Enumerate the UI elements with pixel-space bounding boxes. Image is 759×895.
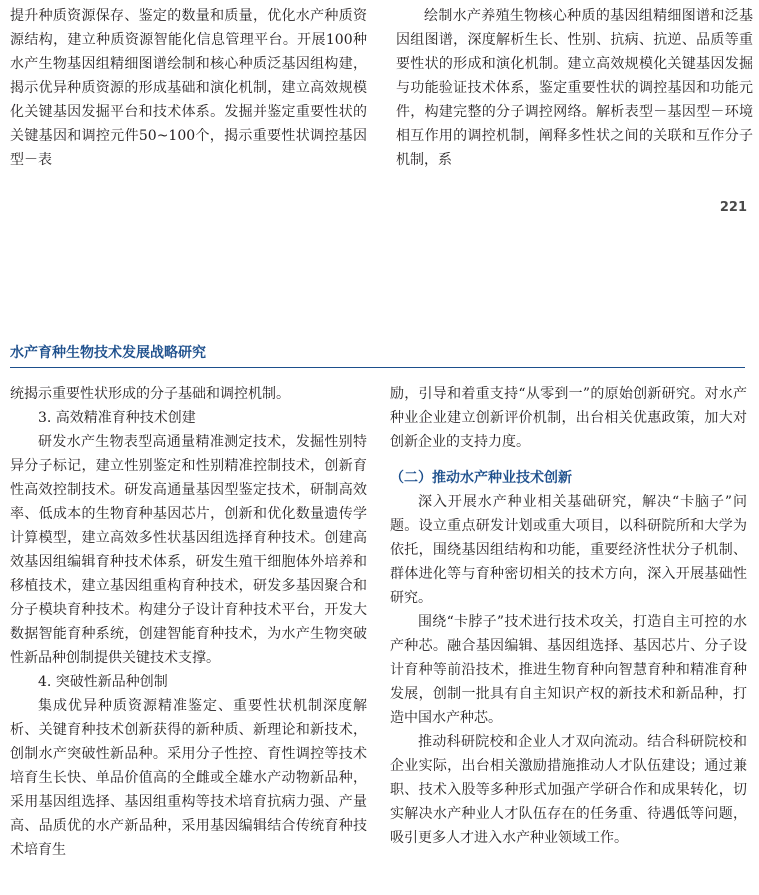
top-left-column (10, 4, 367, 172)
paragraph: 绘制水产养殖生物核心种质的基因组精细图谱和泛基因组图谱，深度解析生长、性别、抗病、抗逆、品质等重要性状的形成和演化机制。建立高效规模化关键基因发掘与功能验证技术体系，鉴定重要性状的调控基因和功能元件，构建完整的分子调控网络。解析表型－基因型－环境相互作用的调控机制，阐释多性状之间的关联和互作分子机制，系 (396, 8, 753, 168)
paragraph: 提升种质资源保存、鉴定的数量和质量，优化水产种质资源结构，建立种质资源智能化信息管理平台。开展100种水产生物基因组精细图谱绘制和核心种质泛基因组构建，揭示优异种质资源的形成基础和演化机制，建立高效规模化关键基因发掘平台和技术体系。发掘并鉴定重要性状的关键基因和调控元件50~100个，揭示重要性状调控基因型－表 (10, 8, 367, 168)
subsection-heading: 3. 高效精准育种技术创建 (38, 410, 196, 426)
paragraph: 推动科研院校和企业人才双向流动。结合科研院校和企业实际，出台相关激励措施推动人才队伍建设；通过兼职、技术入股等多种形式加强产学研合作和成果转化，切实解决水产种业人才队伍存在的任务重、待遇低等问题，吸引更多人才进入水产种业领域工作。 (390, 734, 747, 846)
subsection-heading: 4. 突破性新品种创制 (38, 674, 168, 690)
current-page (0, 340, 759, 895)
paragraph: 研发水产生物表型高通量精准测定技术，发掘性别特异分子标记，建立性别鉴定和性别精准控制技术，创新育性高效控制技术。研发高通量基因型鉴定技术，研制高效率、低成本的生物育种基因芯片，创新和优化数量遗传学计算模型，建立高效多性状基因组选择育种技术。创建高效基因组编辑育种技术体系，研发生殖干细胞体外培养和移植技术，建立基因组重构育种技术，研发多基因聚合和分子模块育种技术。构建分子设计育种技术平台，开发大数据智能育种系统，创建智能育种技术，为水产生物突破性新品种创制提供关键技术支撑。 (10, 434, 367, 666)
paragraph: 围绕“卡脖子”技术进行技术攻关，打造自主可控的水产种芯。融合基因编辑、基因组选择、基因芯片、分子设计育种等前沿技术，推进生物育种向智慧育种和精准育种发展，创制一批具有自主知识产权的新技术和新品种，打造中国水产种芯。 (390, 614, 747, 726)
bottom-left-column (10, 382, 367, 862)
page-number: 221 (719, 200, 747, 215)
paragraph: 集成优异种质资源精准鉴定、重要性状机制深度解析、关键育种技术创新获得的新种质、新理论和新技术，创制水产突破性新品种。采用分子性控、育性调控等技术培育生长快、单品价值高的全雌或全雄水产动物新品种，采用基因组选择、基因组重构等技术培育抗病力强、产量高、品质优的水产新品种，采用基因编辑结合传统育种技术培育生 (10, 698, 367, 858)
bottom-right-column (390, 382, 747, 850)
header-rule (10, 367, 745, 368)
running-header: 水产育种生物技术发展战略研究 (10, 345, 206, 361)
top-right-column (396, 4, 753, 172)
paragraph: 统揭示重要性状形成的分子基础和调控机制。 (10, 386, 290, 402)
previous-page-fragment (0, 0, 759, 230)
paragraph: 深入开展水产种业相关基础研究，解决“卡脑子”问题。设立重点研发计划或重大项目，以科研院所和大学为依托，围绕基因组结构和功能，重要经济性状分子机制、群体进化等与育种密切相关的技术方向，深入开展基础性研究。 (390, 494, 747, 606)
paragraph: 励，引导和着重支持“从零到一”的原始创新研究。对水产种业企业建立创新评价机制，出台相关优惠政策，加大对创新企业的支持力度。 (390, 386, 747, 450)
section-heading: （二）推动水产种业技术创新 (390, 470, 572, 486)
